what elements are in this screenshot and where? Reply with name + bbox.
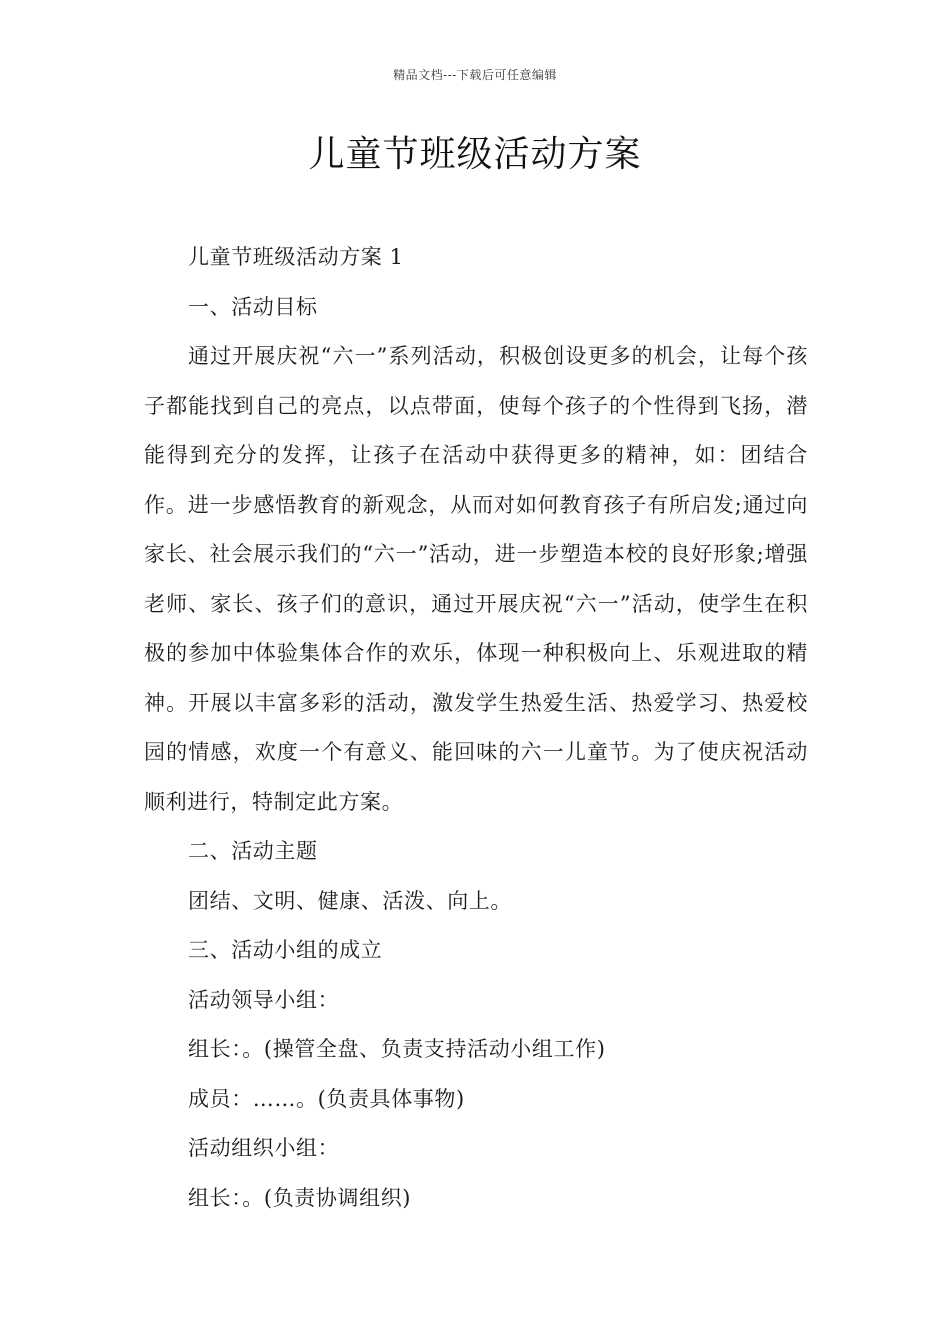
paragraph-leadership-group: 活动领导小组： (188, 987, 340, 1012)
section-heading-theme: 二、活动主题 (188, 839, 318, 863)
section-heading-groups: 三、活动小组的成立 (188, 938, 383, 962)
paragraph-theme: 团结、文明、健康、活泼、向上。 (188, 888, 512, 913)
paragraph-leader: 组长：。(操管全盘、负责支持活动小组工作) (188, 1037, 606, 1061)
paragraph-goals: 通过开展庆祝“六一”系列活动，积极创设更多的机会，让每个孩子都能找到自己的亮点，以点带面，使每个孩子的个性得到飞扬，潜能得到充分的发挥，让孩子在活动中获得更多的精神，如：团结合作。进一步感悟教育的新观念，从而对如何教育孩子有所启发;通过向家长、社会展示我们的“六一”活动，进一步塑造本校的良好形象;增强老师、家长、孩子们的意识，通过开展庆祝“六一”活动，使学生在积极的参加中体验集体合作的欢乐，体现一种积极向上、乐观进取的精神。开展以丰富多彩的活动，激发学生热爱生活、热爱学习、热爱校园的情感，欢度一个有意义、能回味的六一儿童节。为了使庆祝活动顺利进行，特制定此方案。 (144, 344, 808, 814)
document-title: 儿童节班级活动方案 (308, 134, 642, 175)
section-heading-goals: 一、活动目标 (188, 294, 318, 319)
paragraph-organizing-group: 活动组织小组： (188, 1136, 340, 1160)
paragraph-organizing-leader: 组长：。(负责协调组织) (188, 1185, 412, 1210)
section-heading-plan-1: 儿童节班级活动方案 1 (188, 245, 404, 269)
paragraph-members: 成员：……。(负责具体事物) (188, 1086, 465, 1111)
document-body (144, 233, 808, 1223)
header-note: 精品文档---下载后可任意编辑 (393, 68, 557, 82)
